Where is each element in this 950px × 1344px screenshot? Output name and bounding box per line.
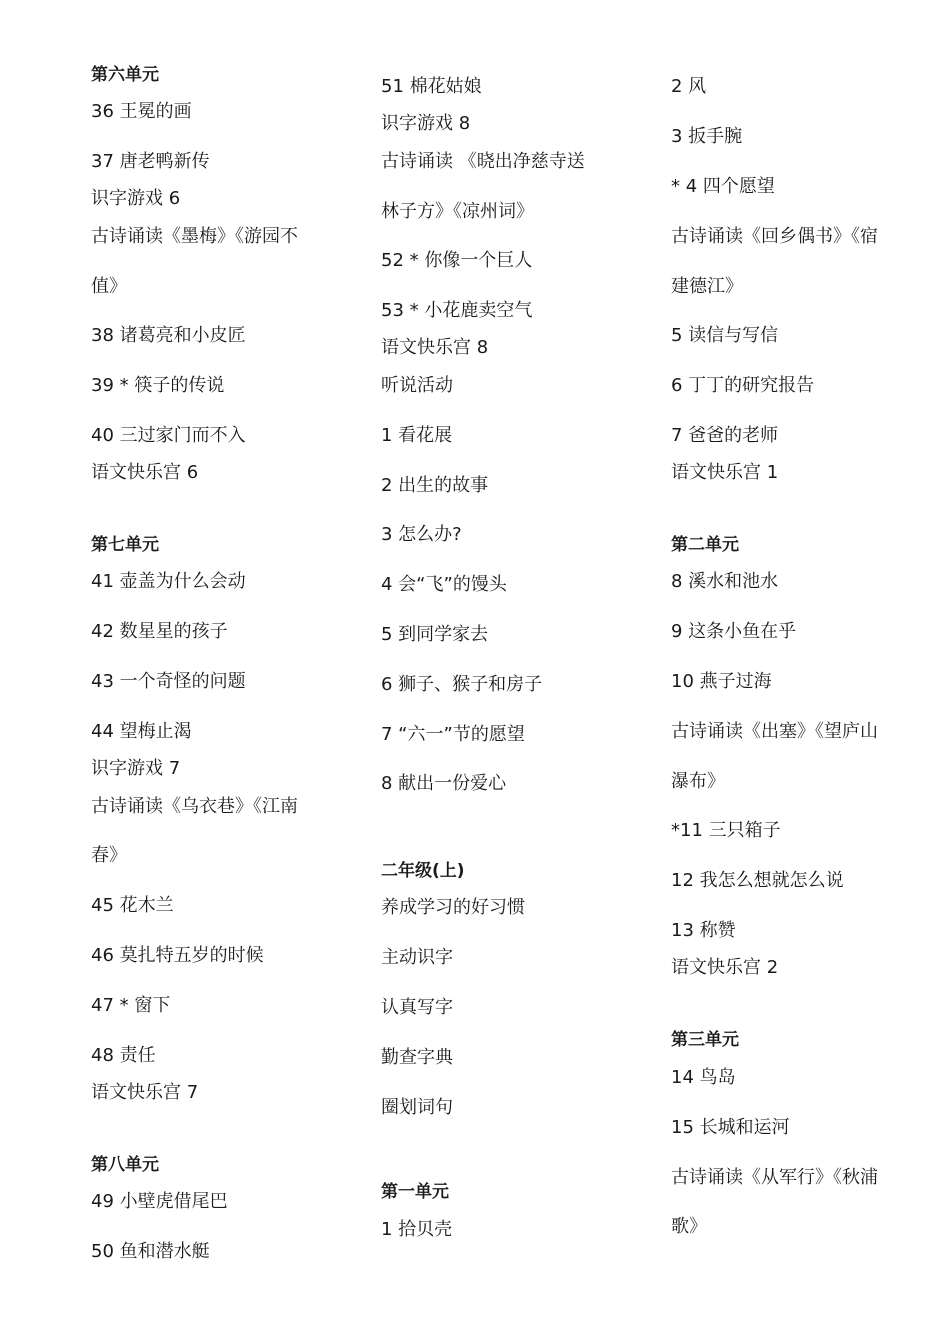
lesson-item: 听说活动 <box>381 375 453 396</box>
section-heading: 第六单元 <box>91 65 159 85</box>
lesson-item: 42 数星星的孩子 <box>91 621 228 642</box>
section-heading: 第二单元 <box>671 535 739 555</box>
lesson-item: 52 * 你像一个巨人 <box>381 250 533 271</box>
lesson-item: 5 到同学家去 <box>381 624 489 645</box>
lesson-item: 识字游戏 7 <box>91 758 181 779</box>
lesson-item: 古诗诵读《回乡偶书》《宿 <box>671 226 878 247</box>
lesson-item: 值》 <box>91 276 127 297</box>
lesson-item: 识字游戏 6 <box>91 188 181 209</box>
lesson-item: 语文快乐宫 8 <box>381 337 489 358</box>
lesson-item: 瀑布》 <box>671 771 725 792</box>
lesson-item: 50 鱼和潜水艇 <box>91 1241 210 1262</box>
lesson-item: 46 莫扎特五岁的时候 <box>91 945 264 966</box>
lesson-item: 古诗诵读《从军行》《秋浦 <box>671 1167 878 1188</box>
lesson-item: 古诗诵读《乌衣巷》《江南 <box>91 796 298 817</box>
lesson-item: * 4 四个愿望 <box>671 176 775 197</box>
section-heading: 二年级(上) <box>381 861 465 881</box>
lesson-item: 圈划词句 <box>381 1097 453 1118</box>
lesson-item: 识字游戏 8 <box>381 113 471 134</box>
lesson-item: 45 花木兰 <box>91 895 174 916</box>
lesson-item: 4 会“飞”的馒头 <box>381 574 507 595</box>
lesson-item: 语文快乐宫 7 <box>91 1082 199 1103</box>
lesson-item: 5 读信与写信 <box>671 325 779 346</box>
lesson-item: 歌》 <box>671 1216 707 1237</box>
lesson-item: 7 爸爸的老师 <box>671 425 779 446</box>
lesson-item: 10 燕子过海 <box>671 671 772 692</box>
lesson-item: 49 小壁虎借尾巴 <box>91 1191 228 1212</box>
lesson-item: 古诗诵读《出塞》《望庐山 <box>671 721 878 742</box>
lesson-item: 8 溪水和池水 <box>671 571 779 592</box>
lesson-item: 建德江》 <box>671 276 743 297</box>
lesson-item: 12 我怎么想就怎么说 <box>671 870 844 891</box>
lesson-item: 语文快乐宫 1 <box>671 462 779 483</box>
lesson-item: 6 丁丁的研究报告 <box>671 375 815 396</box>
lesson-item: 2 风 <box>671 76 707 97</box>
lesson-item: *11 三只箱子 <box>671 820 781 841</box>
lesson-item: 8 献出一份爱心 <box>381 773 507 794</box>
lesson-item: 6 狮子、猴子和房子 <box>381 674 543 695</box>
lesson-item: 7 “六一”节的愿望 <box>381 724 525 745</box>
lesson-item: 古诗诵读 《晓出净慈寺送 <box>381 151 585 172</box>
lesson-item: 15 长城和运河 <box>671 1117 790 1138</box>
lesson-item: 40 三过家门而不入 <box>91 425 246 446</box>
lesson-item: 47 * 窗下 <box>91 995 171 1016</box>
lesson-item: 语文快乐宫 2 <box>671 957 779 978</box>
lesson-item: 1 拾贝壳 <box>381 1219 453 1240</box>
lesson-item: 14 鸟岛 <box>671 1067 736 1088</box>
section-heading: 第一单元 <box>381 1182 449 1202</box>
section-heading: 第三单元 <box>671 1030 739 1050</box>
lesson-item: 2 出生的故事 <box>381 475 489 496</box>
lesson-item: 44 望梅止渴 <box>91 721 192 742</box>
lesson-item: 39 * 筷子的传说 <box>91 375 225 396</box>
lesson-item: 41 壶盖为什么会动 <box>91 571 246 592</box>
lesson-item: 48 责任 <box>91 1045 156 1066</box>
lesson-item: 春》 <box>91 845 127 866</box>
lesson-item: 13 称赞 <box>671 920 736 941</box>
lesson-item: 38 诸葛亮和小皮匠 <box>91 325 246 346</box>
section-heading: 第七单元 <box>91 535 159 555</box>
section-heading: 第八单元 <box>91 1155 159 1175</box>
lesson-item: 3 扳手腕 <box>671 126 743 147</box>
lesson-item: 3 怎么办? <box>381 524 462 545</box>
lesson-item: 勤查字典 <box>381 1047 453 1068</box>
lesson-item: 37 唐老鸭新传 <box>91 151 210 172</box>
lesson-item: 43 一个奇怪的问题 <box>91 671 246 692</box>
lesson-item: 林子方》《凉州词》 <box>381 201 534 222</box>
lesson-item: 36 王冕的画 <box>91 101 192 122</box>
lesson-item: 1 看花展 <box>381 425 453 446</box>
lesson-item: 51 棉花姑娘 <box>381 76 482 97</box>
lesson-item: 认真写字 <box>381 997 453 1018</box>
lesson-item: 古诗诵读《墨梅》《游园不 <box>91 226 298 247</box>
lesson-item: 主动识字 <box>381 947 453 968</box>
lesson-item: 53 * 小花鹿卖空气 <box>381 300 533 321</box>
lesson-item: 9 这条小鱼在乎 <box>671 621 797 642</box>
lesson-item: 养成学习的好习惯 <box>381 897 525 918</box>
lesson-item: 语文快乐宫 6 <box>91 462 199 483</box>
